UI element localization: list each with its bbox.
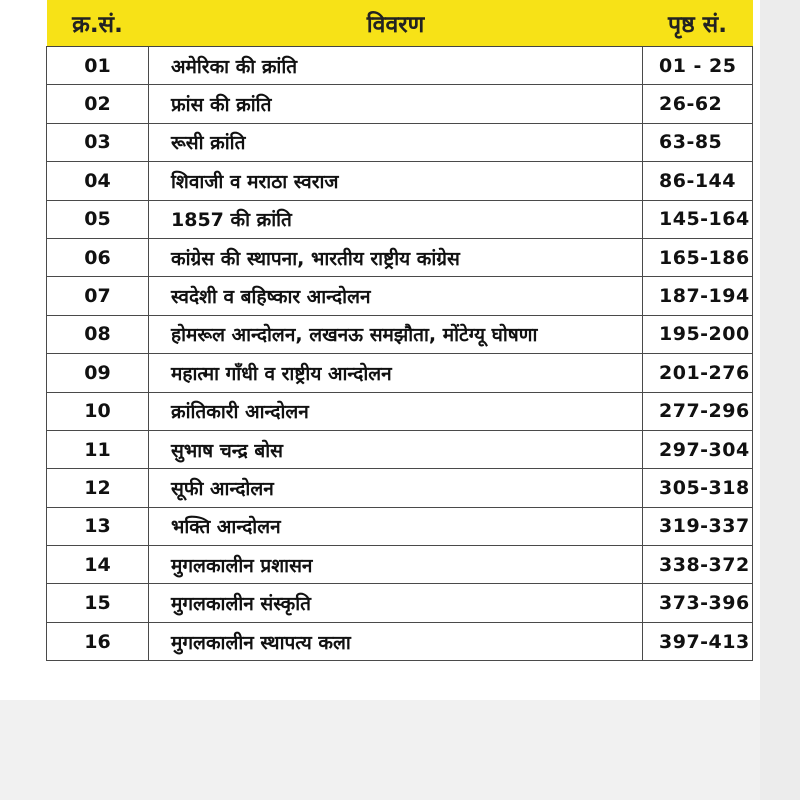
row-number: 16: [47, 622, 149, 660]
row-number: 02: [47, 85, 149, 123]
row-number: 03: [47, 123, 149, 161]
page-margin-bottom: [0, 700, 760, 800]
row-description: मुगलकालीन स्थापत्य कला: [149, 622, 643, 660]
header-description: विवरण: [149, 0, 643, 47]
row-description: शिवाजी व मराठा स्वराज: [149, 162, 643, 200]
table-row: [47, 584, 753, 622]
row-number: 07: [47, 277, 149, 315]
row-description: महात्मा गाँधी व राष्ट्रीय आन्दोलन: [149, 354, 643, 392]
row-pages: 26-62: [643, 85, 753, 123]
row-pages: 165-186: [643, 238, 753, 276]
row-number: 05: [47, 200, 149, 238]
row-pages: 187-194: [643, 277, 753, 315]
row-pages: 397-413: [643, 622, 753, 660]
table-row: [47, 392, 753, 430]
row-description: स्वदेशी व बहिष्कार आन्दोलन: [149, 277, 643, 315]
row-pages: 195-200: [643, 315, 753, 353]
header-serial: क्र.सं.: [47, 0, 149, 47]
row-number: 11: [47, 430, 149, 468]
row-pages: 305-318: [643, 469, 753, 507]
row-pages: 145-164: [643, 200, 753, 238]
row-number: 08: [47, 315, 149, 353]
row-number: 01: [47, 47, 149, 85]
page-margin-right: [760, 0, 800, 800]
table-row: [47, 622, 753, 660]
row-description: होमरूल आन्दोलन, लखनऊ समझौता, मोंटेग्यू घोषणा: [149, 315, 643, 353]
row-pages: 86-144: [643, 162, 753, 200]
row-description: रूसी क्रांति: [149, 123, 643, 161]
row-description: सूफी आन्दोलन: [149, 469, 643, 507]
table-row: [47, 123, 753, 161]
table-row: [47, 469, 753, 507]
row-number: 09: [47, 354, 149, 392]
table-row: [47, 354, 753, 392]
header-page: पृष्ठ सं.: [643, 0, 753, 47]
table-row: [47, 546, 753, 584]
table-row: [47, 85, 753, 123]
table-row: [47, 47, 753, 85]
row-pages: 01 - 25: [643, 47, 753, 85]
row-description: अमेरिका की क्रांति: [149, 47, 643, 85]
table-row: [47, 277, 753, 315]
table-row: [47, 162, 753, 200]
table-row: [47, 430, 753, 468]
row-pages: 297-304: [643, 430, 753, 468]
table-row: [47, 507, 753, 545]
row-pages: 277-296: [643, 392, 753, 430]
row-number: 10: [47, 392, 149, 430]
table-body: [47, 47, 753, 661]
row-number: 04: [47, 162, 149, 200]
row-number: 12: [47, 469, 149, 507]
contents-table: [46, 0, 753, 661]
row-number: 06: [47, 238, 149, 276]
row-description: 1857 की क्रांति: [149, 200, 643, 238]
row-pages: 338-372: [643, 546, 753, 584]
row-number: 14: [47, 546, 149, 584]
row-pages: 201-276: [643, 354, 753, 392]
row-pages: 373-396: [643, 584, 753, 622]
row-description: सुभाष चन्द्र बोस: [149, 430, 643, 468]
table-row: [47, 238, 753, 276]
row-description: कांग्रेस की स्थापना, भारतीय राष्ट्रीय कांग्रेस: [149, 238, 643, 276]
table-header-row: [47, 0, 753, 47]
row-number: 13: [47, 507, 149, 545]
row-description: क्रांतिकारी आन्दोलन: [149, 392, 643, 430]
row-number: 15: [47, 584, 149, 622]
table-row: [47, 200, 753, 238]
row-description: भक्ति आन्दोलन: [149, 507, 643, 545]
table-row: [47, 315, 753, 353]
row-description: मुगलकालीन संस्कृति: [149, 584, 643, 622]
row-pages: 63-85: [643, 123, 753, 161]
row-description: फ्रांस की क्रांति: [149, 85, 643, 123]
row-pages: 319-337: [643, 507, 753, 545]
row-description: मुगलकालीन प्रशासन: [149, 546, 643, 584]
